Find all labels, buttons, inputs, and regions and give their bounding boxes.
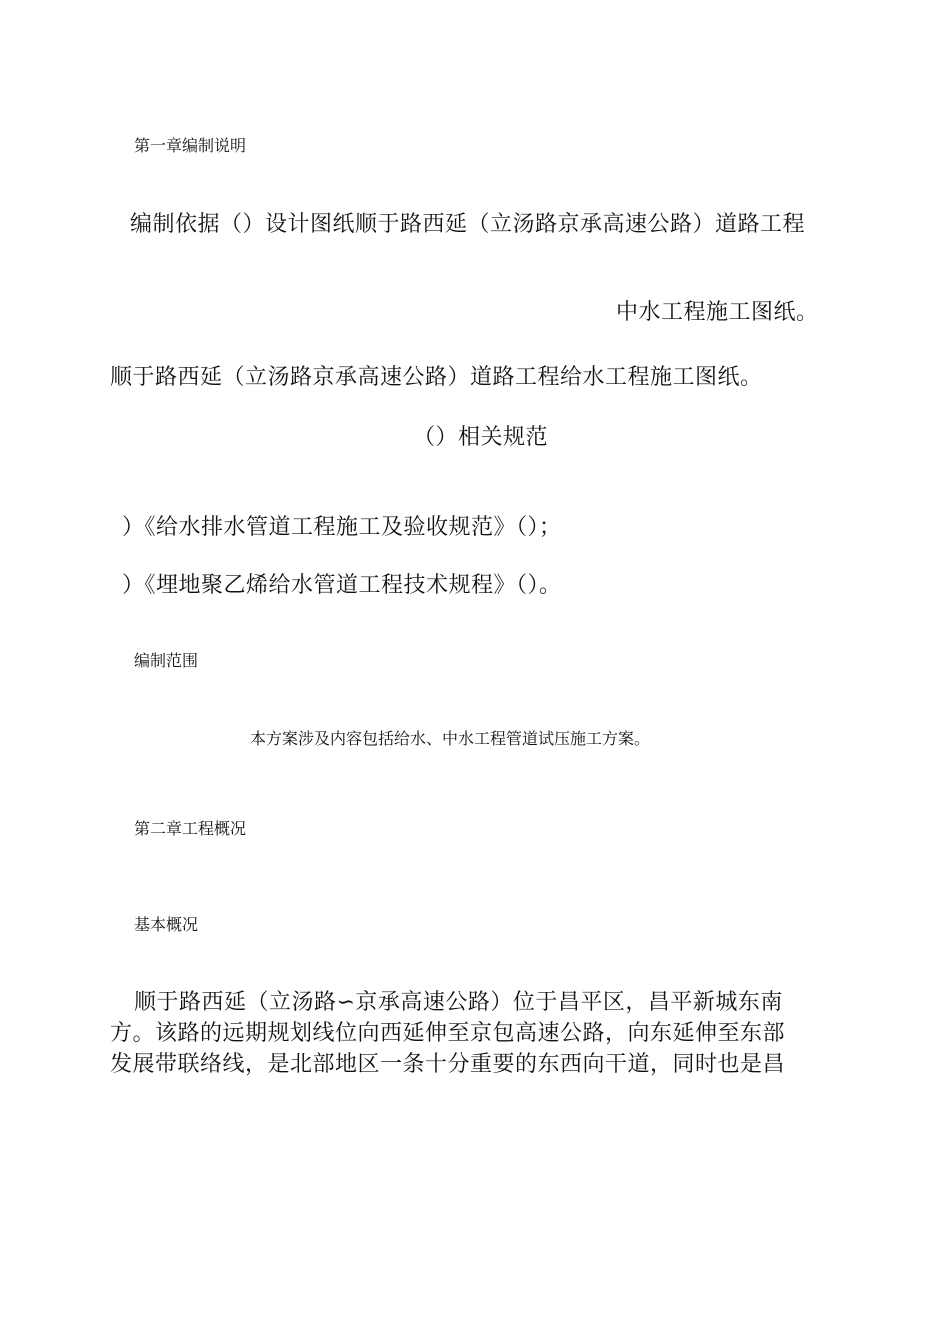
overview-line-2: 方。该路的远期规划线位向西延伸至京包高速公路，向东延伸至东部 <box>110 1021 786 1046</box>
basis-line-2: 中水工程施工图纸。 <box>616 300 819 325</box>
overview-line-3: 发展带联络线，是北部地区一条十分重要的东西向干道，同时也是昌 <box>110 1052 786 1077</box>
codes-heading: （）相关规范 <box>413 425 549 450</box>
scope-heading: 编制范围 <box>134 651 199 670</box>
basis-line-1: 编制依据（）设计图纸顺于路西延（立汤路京承高速公路）道路工程 <box>130 212 806 237</box>
overview-line-1: 顺于路西延（立汤路∽京承高速公路）位于昌平区，昌平新城东南 <box>134 990 783 1015</box>
chapter2-heading: 第二章工程概况 <box>134 819 247 838</box>
scope-text: 本方案涉及内容包括给水、中水工程管道试压施工方案。 <box>250 729 651 748</box>
overview-heading: 基本概况 <box>134 915 199 934</box>
basis-line-3: 顺于路西延（立汤路京承高速公路）道路工程给水工程施工图纸。 <box>110 365 763 390</box>
code-item-2: ）《埋地聚乙烯给水管道工程技术规程》（）。 <box>122 573 562 598</box>
chapter1-heading: 第一章编制说明 <box>134 136 247 155</box>
code-item-1: ）《给水排水管道工程施工及验收规范》（）； <box>122 515 562 540</box>
